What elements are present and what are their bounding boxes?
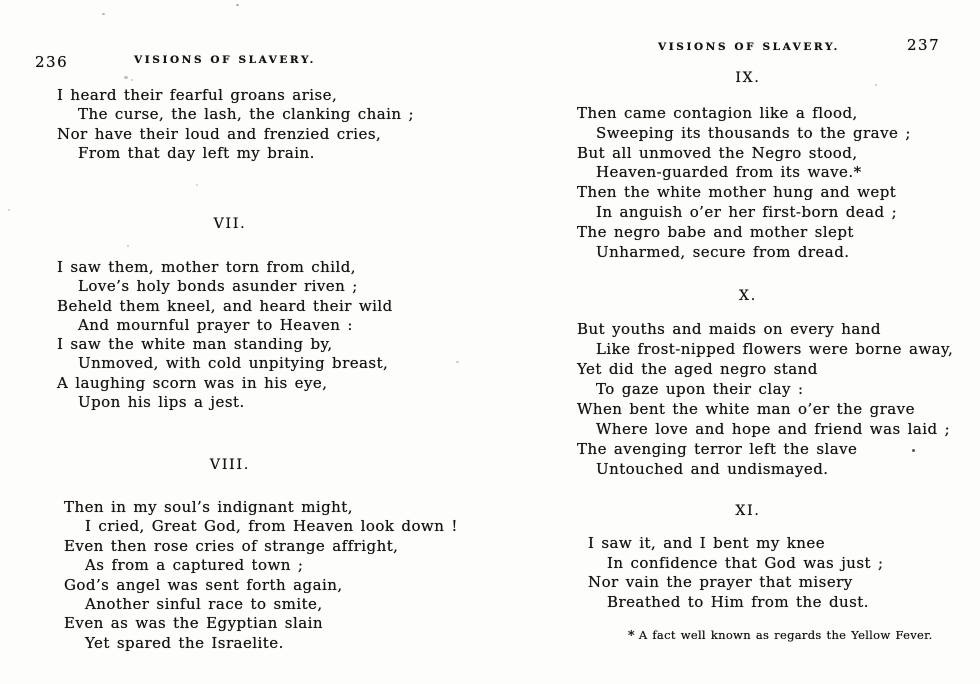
scan-speck	[124, 76, 128, 79]
poem-line: But youths and maids on every hand	[577, 320, 881, 338]
scan-speck	[236, 4, 239, 6]
poem-line: A laughing scorn was in his eye,	[57, 373, 328, 392]
stanza-heading-ix: IX.	[735, 70, 761, 86]
poem-line: Breathed to Him from the dust.	[607, 593, 869, 612]
poem-line: When bent the white man o’er the grave	[577, 400, 915, 418]
stanza-xi	[588, 534, 884, 613]
poem-line: I saw it, and I bent my knee	[588, 534, 826, 552]
stanza-vii	[57, 258, 393, 412]
footnote	[628, 628, 933, 643]
page-number-right: 237	[907, 36, 941, 54]
scan-speck	[127, 245, 129, 247]
running-header-left: VISIONS OF SLAVERY.	[134, 54, 316, 66]
poem-line: I saw the white man standing by,	[57, 335, 333, 354]
stanza-heading-vii: VII.	[213, 216, 247, 232]
poem-line: The avenging terror left the slave	[577, 440, 858, 458]
poem-line: Where love and hope and friend was laid ;	[596, 420, 951, 438]
stanza-heading-viii: VIII.	[209, 457, 251, 473]
footnote-text: A fact well known as regards the Yellow Fever.	[638, 628, 933, 642]
poem-line: Love’s holy bonds asunder riven ;	[78, 277, 358, 296]
stanza-vi-continued	[57, 86, 414, 164]
page-right	[500, 0, 965, 684]
running-header-right: VISIONS OF SLAVERY.	[658, 41, 840, 53]
stanza-heading-x: X.	[738, 288, 758, 304]
poem-line: Heaven-guarded from its wave.*	[596, 163, 862, 182]
poem-line: Then the white mother hung and wept	[577, 183, 897, 202]
scan-speck	[131, 79, 133, 81]
poem-line: Nor vain the prayer that misery	[588, 573, 853, 592]
stanza-heading-xi: XI.	[735, 503, 761, 519]
stanza-viii	[64, 498, 458, 653]
poem-line: In anguish o’er her first-born dead ;	[596, 202, 898, 221]
poem-line: In confidence that God was just ;	[607, 553, 884, 572]
poem-line: The curse, the lash, the clanking chain ;	[78, 105, 415, 124]
poem-line: But all unmoved the Negro stood,	[577, 143, 858, 162]
poem-line: Then came contagion like a flood,	[577, 104, 858, 122]
poem-line: Yet spared the Israelite.	[85, 633, 284, 652]
scan-speck	[102, 13, 105, 15]
poem-line: Then in my soul’s indignant might,	[64, 498, 353, 516]
poem-line: God’s angel was sent forth again,	[64, 575, 343, 594]
stanza-x	[577, 319, 953, 479]
poem-line: As from a captured town ;	[85, 556, 304, 575]
scan-speck	[456, 361, 459, 363]
poem-line: Even as was the Egyptian slain	[64, 614, 323, 633]
scan-speck	[8, 209, 10, 211]
poem-line: And mournful prayer to Heaven :	[78, 315, 353, 334]
poem-line: I cried, Great God, from Heaven look down !	[85, 517, 458, 536]
poem-line: From that day left my brain.	[78, 144, 315, 163]
poem-line: I heard their fearful groans arise,	[57, 86, 338, 104]
poem-line: Like frost-nipped flowers were borne away,	[596, 340, 954, 358]
poem-line: Unmoved, with cold unpitying breast,	[78, 354, 389, 373]
poem-line: Untouched and undismayed.	[596, 460, 829, 478]
poem-line: Sweeping its thousands to the grave ;	[596, 123, 911, 142]
poem-line: Nor have their loud and frenzied cries,	[57, 124, 382, 143]
stanza-ix	[577, 104, 911, 262]
poem-line: Yet did the aged negro stand	[577, 360, 818, 378]
poem-line: Even then rose cries of strange affright,	[64, 536, 399, 555]
poem-line: Unharmed, secure from dread.	[596, 242, 850, 261]
poem-line: The negro babe and mother slept	[577, 222, 854, 241]
poem-line: Another sinful race to smite,	[85, 595, 323, 614]
poem-line: I saw them, mother torn from child,	[57, 258, 357, 276]
poem-line: To gaze upon their clay :	[596, 380, 804, 398]
scan-speck	[912, 449, 915, 452]
scan-speck	[875, 84, 877, 86]
page-number-left: 236	[35, 53, 69, 71]
poem-line: Beheld them kneel, and heard their wild	[57, 296, 393, 315]
footnote-asterisk-marker: *	[628, 629, 635, 644]
scan-speck	[196, 184, 198, 186]
page-left	[35, 0, 485, 684]
poem-line: Upon his lips a jest.	[78, 393, 245, 412]
